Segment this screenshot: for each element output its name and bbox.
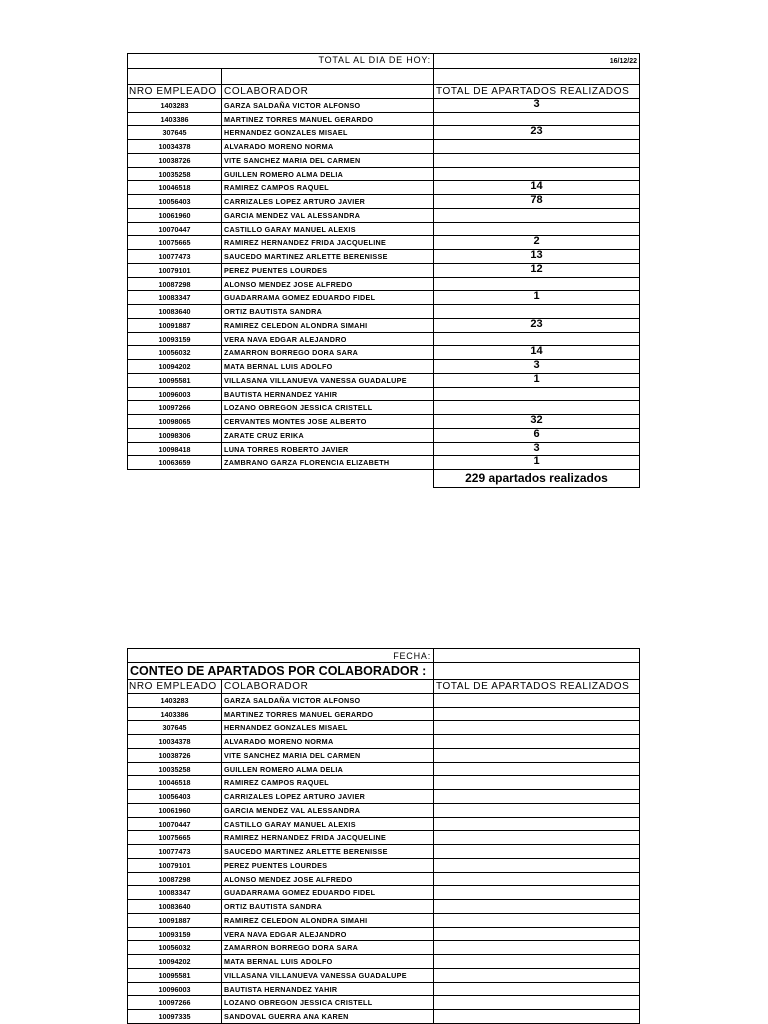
- table-row: [127, 969, 640, 983]
- employee-id: 1403283: [127, 99, 221, 113]
- header-employee-id: NRO EMPLEADO: [127, 85, 221, 99]
- employee-id: 10035258: [127, 763, 221, 777]
- total-apartados: [433, 209, 640, 223]
- grand-total-row: [127, 470, 640, 488]
- grand-total: 229 apartados realizados: [433, 470, 640, 488]
- table-row: [127, 721, 640, 735]
- table-row: [127, 223, 640, 237]
- total-apartados: [433, 804, 640, 818]
- total-apartados: [433, 859, 640, 873]
- table-row: [127, 804, 640, 818]
- table-row: [127, 388, 640, 402]
- employee-id: 10046518: [127, 776, 221, 790]
- table-row: [127, 291, 640, 305]
- total-apartados: 78: [433, 195, 640, 209]
- table-row: [127, 955, 640, 969]
- collaborator-name: HERNANDEZ GONZALES MISAEL: [221, 721, 433, 735]
- title-row: [127, 53, 640, 69]
- employee-id: 10070447: [127, 223, 221, 237]
- total-apartados: 1: [433, 456, 640, 470]
- collaborator-name: VILLASANA VILLANUEVA VANESSA GUADALUPE: [221, 969, 433, 983]
- collaborator-name: LOZANO OBREGON JESSICA CRISTELL: [221, 996, 433, 1010]
- employee-id: 10098065: [127, 415, 221, 429]
- collaborator-name: ZAMARRON BORREGO DORA SARA: [221, 941, 433, 955]
- table-row: [127, 763, 640, 777]
- report-date: 16/12/22: [433, 53, 640, 69]
- collaborator-name: LOZANO OBREGON JESSICA CRISTELL: [221, 401, 433, 415]
- collaborator-name: CARRIZALES LOPEZ ARTURO JAVIER: [221, 195, 433, 209]
- collaborator-name: ORTIZ BAUTISTA SANDRA: [221, 305, 433, 319]
- employee-id: 10061960: [127, 209, 221, 223]
- table-row: [127, 456, 640, 470]
- employee-id: 10056032: [127, 346, 221, 360]
- collaborator-name: RAMIREZ CAMPOS RAQUEL: [221, 776, 433, 790]
- collaborator-name: GUILLEN ROMERO ALMA DELIA: [221, 168, 433, 182]
- collaborator-name: RAMIREZ HERNANDEZ FRIDA JACQUELINE: [221, 831, 433, 845]
- total-apartados: 3: [433, 99, 640, 113]
- total-apartados: 14: [433, 181, 640, 195]
- total-apartados: 3: [433, 360, 640, 374]
- collaborator-name: VERA NAVA EDGAR ALEJANDRO: [221, 333, 433, 347]
- total-apartados: [433, 708, 640, 722]
- table-row: [127, 831, 640, 845]
- total-apartados: 23: [433, 319, 640, 333]
- blank-row: [127, 69, 640, 85]
- employee-id: 10038726: [127, 154, 221, 168]
- header-collaborator: COLABORADOR: [221, 680, 433, 694]
- total-apartados: [433, 845, 640, 859]
- table-row: [127, 374, 640, 388]
- total-apartados: 14: [433, 346, 640, 360]
- employee-rows: [127, 694, 640, 1024]
- collaborator-name: CASTILLO GARAY MANUEL ALEXIS: [221, 223, 433, 237]
- total-apartados: [433, 694, 640, 708]
- collaborator-name: MATA BERNAL LUIS ADOLFO: [221, 360, 433, 374]
- total-apartados: [433, 928, 640, 942]
- collaborator-name: PEREZ PUENTES LOURDES: [221, 859, 433, 873]
- total-apartados: [433, 333, 640, 347]
- collaborator-name: ALONSO MENDEZ JOSE ALFREDO: [221, 873, 433, 887]
- employee-id: 10038726: [127, 749, 221, 763]
- employee-id: 10097266: [127, 996, 221, 1010]
- table-row: [127, 154, 640, 168]
- table-row: [127, 250, 640, 264]
- table-row: [127, 319, 640, 333]
- total-apartados: 1: [433, 291, 640, 305]
- table-row: [127, 1010, 640, 1024]
- table-row: [127, 735, 640, 749]
- count-sheet: [127, 648, 640, 1024]
- employee-id: 10083347: [127, 291, 221, 305]
- collaborator-name: SANDOVAL GUERRA ANA KAREN: [221, 1010, 433, 1024]
- employee-id: 307645: [127, 721, 221, 735]
- employee-id: 10075665: [127, 236, 221, 250]
- collaborator-name: ALVARADO MORENO NORMA: [221, 735, 433, 749]
- table-row: [127, 278, 640, 292]
- collaborator-name: MARTINEZ TORRES MANUEL GERARDO: [221, 113, 433, 127]
- collaborator-name: GARCIA MENDEZ VAL ALESSANDRA: [221, 209, 433, 223]
- employee-id: 1403386: [127, 708, 221, 722]
- table-row: [127, 264, 640, 278]
- employee-id: 10056403: [127, 195, 221, 209]
- total-apartados: 32: [433, 415, 640, 429]
- table-row: [127, 401, 640, 415]
- fecha-label: FECHA:: [127, 648, 433, 663]
- employee-id: 10046518: [127, 181, 221, 195]
- table-row: [127, 195, 640, 209]
- collaborator-name: PEREZ PUENTES LOURDES: [221, 264, 433, 278]
- column-header-row: [127, 85, 640, 99]
- collaborator-name: CERVANTES MONTES JOSE ALBERTO: [221, 415, 433, 429]
- employee-id: 10087298: [127, 873, 221, 887]
- summary-sheet: [127, 53, 640, 488]
- table-row: [127, 346, 640, 360]
- employee-id: 10077473: [127, 845, 221, 859]
- table-row: [127, 168, 640, 182]
- employee-id: 10083640: [127, 305, 221, 319]
- collaborator-name: CASTILLO GARAY MANUEL ALEXIS: [221, 818, 433, 832]
- employee-id: 1403283: [127, 694, 221, 708]
- collaborator-name: VERA NAVA EDGAR ALEJANDRO: [221, 928, 433, 942]
- employee-id: 10035258: [127, 168, 221, 182]
- employee-id: 10063659: [127, 456, 221, 470]
- collaborator-name: VITE SANCHEZ MARIA DEL CARMEN: [221, 154, 433, 168]
- collaborator-name: MATA BERNAL LUIS ADOLFO: [221, 955, 433, 969]
- collaborator-name: RAMIREZ CAMPOS RAQUEL: [221, 181, 433, 195]
- collaborator-name: GARZA SALDAÑA VICTOR ALFONSO: [221, 694, 433, 708]
- total-apartados: 6: [433, 429, 640, 443]
- total-apartados: [433, 735, 640, 749]
- total-apartados: [433, 776, 640, 790]
- collaborator-name: ZAMBRANO GARZA FLORENCIA ELIZABETH: [221, 456, 433, 470]
- table-row: [127, 941, 640, 955]
- table-row: [127, 99, 640, 113]
- employee-id: 10093159: [127, 928, 221, 942]
- total-apartados: 23: [433, 126, 640, 140]
- total-apartados: 1: [433, 374, 640, 388]
- total-apartados: [433, 914, 640, 928]
- table-row: [127, 873, 640, 887]
- column-header-row: [127, 680, 640, 694]
- total-apartados: [433, 154, 640, 168]
- total-apartados: [433, 969, 640, 983]
- table-row: [127, 333, 640, 347]
- employee-id: 10091887: [127, 914, 221, 928]
- collaborator-name: LUNA TORRES ROBERTO JAVIER: [221, 443, 433, 457]
- table-row: [127, 749, 640, 763]
- collaborator-name: ALONSO MENDEZ JOSE ALFREDO: [221, 278, 433, 292]
- table-row: [127, 708, 640, 722]
- total-apartados: [433, 168, 640, 182]
- table-row: [127, 859, 640, 873]
- total-apartados: [433, 305, 640, 319]
- employee-id: 10079101: [127, 264, 221, 278]
- total-apartados: [433, 223, 640, 237]
- table-row: [127, 914, 640, 928]
- total-apartados: [433, 790, 640, 804]
- employee-id: 10034378: [127, 140, 221, 154]
- collaborator-name: GUADARRAMA GOMEZ EDUARDO FIDEL: [221, 886, 433, 900]
- employee-id: 10056032: [127, 941, 221, 955]
- employee-id: 10075665: [127, 831, 221, 845]
- total-apartados: [433, 278, 640, 292]
- employee-id: 307645: [127, 126, 221, 140]
- employee-id: 10095581: [127, 969, 221, 983]
- sheet-title: CONTEO DE APARTADOS POR COLABORADOR :: [127, 663, 433, 680]
- collaborator-name: RAMIREZ HERNANDEZ FRIDA JACQUELINE: [221, 236, 433, 250]
- employee-id: 10097266: [127, 401, 221, 415]
- employee-id: 10098306: [127, 429, 221, 443]
- total-apartados: [433, 113, 640, 127]
- employee-id: 10094202: [127, 360, 221, 374]
- table-row: [127, 429, 640, 443]
- table-row: [127, 181, 640, 195]
- title-row: [127, 663, 640, 680]
- total-apartados: [433, 873, 640, 887]
- total-apartados: [433, 388, 640, 402]
- sheet-title: TOTAL AL DIA DE HOY:: [127, 53, 433, 69]
- employee-id: 10077473: [127, 250, 221, 264]
- employee-id: 10098418: [127, 443, 221, 457]
- table-row: [127, 443, 640, 457]
- collaborator-name: GUILLEN ROMERO ALMA DELIA: [221, 763, 433, 777]
- table-row: [127, 790, 640, 804]
- total-apartados: [433, 983, 640, 997]
- table-row: [127, 900, 640, 914]
- employee-id: 10087298: [127, 278, 221, 292]
- total-apartados: [433, 955, 640, 969]
- total-apartados: [433, 941, 640, 955]
- collaborator-name: ALVARADO MORENO NORMA: [221, 140, 433, 154]
- collaborator-name: VITE SANCHEZ MARIA DEL CARMEN: [221, 749, 433, 763]
- total-apartados: [433, 763, 640, 777]
- table-row: [127, 776, 640, 790]
- employee-id: 10061960: [127, 804, 221, 818]
- header-total: TOTAL DE APARTADOS REALIZADOS: [433, 85, 640, 99]
- total-apartados: [433, 886, 640, 900]
- total-apartados: 3: [433, 443, 640, 457]
- total-apartados: [433, 818, 640, 832]
- total-apartados: [433, 749, 640, 763]
- employee-id: 10096003: [127, 388, 221, 402]
- total-apartados: [433, 831, 640, 845]
- fecha-value: [433, 648, 640, 663]
- total-apartados: [433, 721, 640, 735]
- collaborator-name: GARZA SALDAÑA VICTOR ALFONSO: [221, 99, 433, 113]
- table-row: [127, 415, 640, 429]
- collaborator-name: BAUTISTA HERNANDEZ YAHIR: [221, 983, 433, 997]
- collaborator-name: GUADARRAMA GOMEZ EDUARDO FIDEL: [221, 291, 433, 305]
- total-apartados: [433, 1010, 640, 1024]
- table-row: [127, 113, 640, 127]
- total-apartados: [433, 900, 640, 914]
- employee-id: 10034378: [127, 735, 221, 749]
- table-row: [127, 886, 640, 900]
- collaborator-name: SAUCEDO MARTINEZ ARLETTE BERENISSE: [221, 250, 433, 264]
- employee-id: 10056403: [127, 790, 221, 804]
- collaborator-name: ZAMARRON BORREGO DORA SARA: [221, 346, 433, 360]
- table-row: [127, 818, 640, 832]
- table-row: [127, 209, 640, 223]
- fecha-row: [127, 648, 640, 663]
- table-row: [127, 983, 640, 997]
- collaborator-name: SAUCEDO MARTINEZ ARLETTE BERENISSE: [221, 845, 433, 859]
- total-apartados: 2: [433, 236, 640, 250]
- employee-id: 10091887: [127, 319, 221, 333]
- employee-id: 10083347: [127, 886, 221, 900]
- header-employee-id: NRO EMPLEADO: [127, 680, 221, 694]
- employee-id: 10070447: [127, 818, 221, 832]
- header-total: TOTAL DE APARTADOS REALIZADOS: [433, 680, 640, 694]
- collaborator-name: CARRIZALES LOPEZ ARTURO JAVIER: [221, 790, 433, 804]
- employee-id: 10097335: [127, 1010, 221, 1024]
- collaborator-name: ORTIZ BAUTISTA SANDRA: [221, 900, 433, 914]
- table-row: [127, 236, 640, 250]
- collaborator-name: RAMIREZ CELEDON ALONDRA SIMAHI: [221, 914, 433, 928]
- table-row: [127, 360, 640, 374]
- employee-id: 10094202: [127, 955, 221, 969]
- collaborator-name: RAMIREZ CELEDON ALONDRA SIMAHI: [221, 319, 433, 333]
- total-apartados: 12: [433, 264, 640, 278]
- collaborator-name: GARCIA MENDEZ VAL ALESSANDRA: [221, 804, 433, 818]
- table-row: [127, 845, 640, 859]
- table-row: [127, 694, 640, 708]
- employee-id: 10079101: [127, 859, 221, 873]
- collaborator-name: BAUTISTA HERNANDEZ YAHIR: [221, 388, 433, 402]
- employee-id: 1403386: [127, 113, 221, 127]
- employee-id: 10083640: [127, 900, 221, 914]
- employee-id: 10096003: [127, 983, 221, 997]
- employee-id: 10093159: [127, 333, 221, 347]
- total-apartados: [433, 140, 640, 154]
- table-row: [127, 928, 640, 942]
- employee-rows: [127, 99, 640, 470]
- total-apartados: 13: [433, 250, 640, 264]
- header-collaborator: COLABORADOR: [221, 85, 433, 99]
- collaborator-name: ZARATE CRUZ ERIKA: [221, 429, 433, 443]
- table-row: [127, 305, 640, 319]
- table-row: [127, 996, 640, 1010]
- collaborator-name: HERNANDEZ GONZALES MISAEL: [221, 126, 433, 140]
- total-apartados: [433, 401, 640, 415]
- table-row: [127, 140, 640, 154]
- collaborator-name: VILLASANA VILLANUEVA VANESSA GUADALUPE: [221, 374, 433, 388]
- collaborator-name: MARTINEZ TORRES MANUEL GERARDO: [221, 708, 433, 722]
- table-row: [127, 126, 640, 140]
- employee-id: 10095581: [127, 374, 221, 388]
- total-apartados: [433, 996, 640, 1010]
